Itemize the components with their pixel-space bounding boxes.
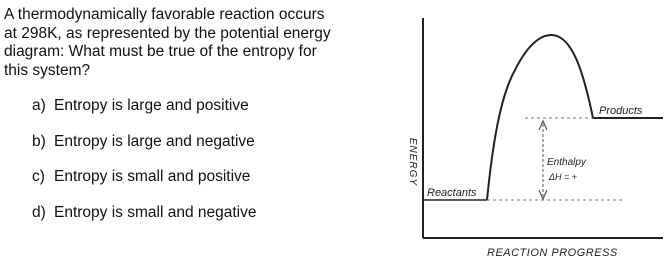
option-text: Entropy is small and positive	[54, 168, 251, 185]
option-a[interactable]	[32, 97, 256, 133]
option-text: Entropy is large and positive	[54, 97, 249, 114]
y-axis-label: ENERGY	[407, 137, 418, 187]
potential-energy-diagram	[395, 0, 667, 263]
reactants-label: Reactants	[427, 187, 477, 199]
question-line-4: this system?	[4, 61, 91, 79]
question-line-2: at 298K, as represented by the potential energy	[4, 24, 331, 42]
question-line-1: A thermodynamically favorable reaction occurs	[4, 6, 325, 23]
answer-options	[32, 97, 256, 239]
enthalpy-label: Enthalpy	[547, 157, 586, 168]
question-text	[4, 6, 384, 80]
option-text: Entropy is small and negative	[54, 203, 257, 221]
option-d[interactable]	[32, 204, 256, 240]
x-axis-label: REACTION PROGRESS	[487, 247, 618, 259]
option-letter: b)	[32, 132, 46, 150]
option-letter: a)	[32, 97, 46, 114]
option-c[interactable]	[32, 168, 256, 204]
option-text: Entropy is large and negative	[54, 132, 255, 150]
option-letter: c)	[32, 168, 45, 185]
question-line-3: diagram: What must be true of the entropy for	[4, 43, 317, 60]
products-label: Products	[599, 105, 643, 117]
option-b[interactable]	[32, 133, 256, 169]
option-letter: d)	[32, 203, 46, 221]
delta-h-label: ΔH = +	[549, 172, 578, 182]
